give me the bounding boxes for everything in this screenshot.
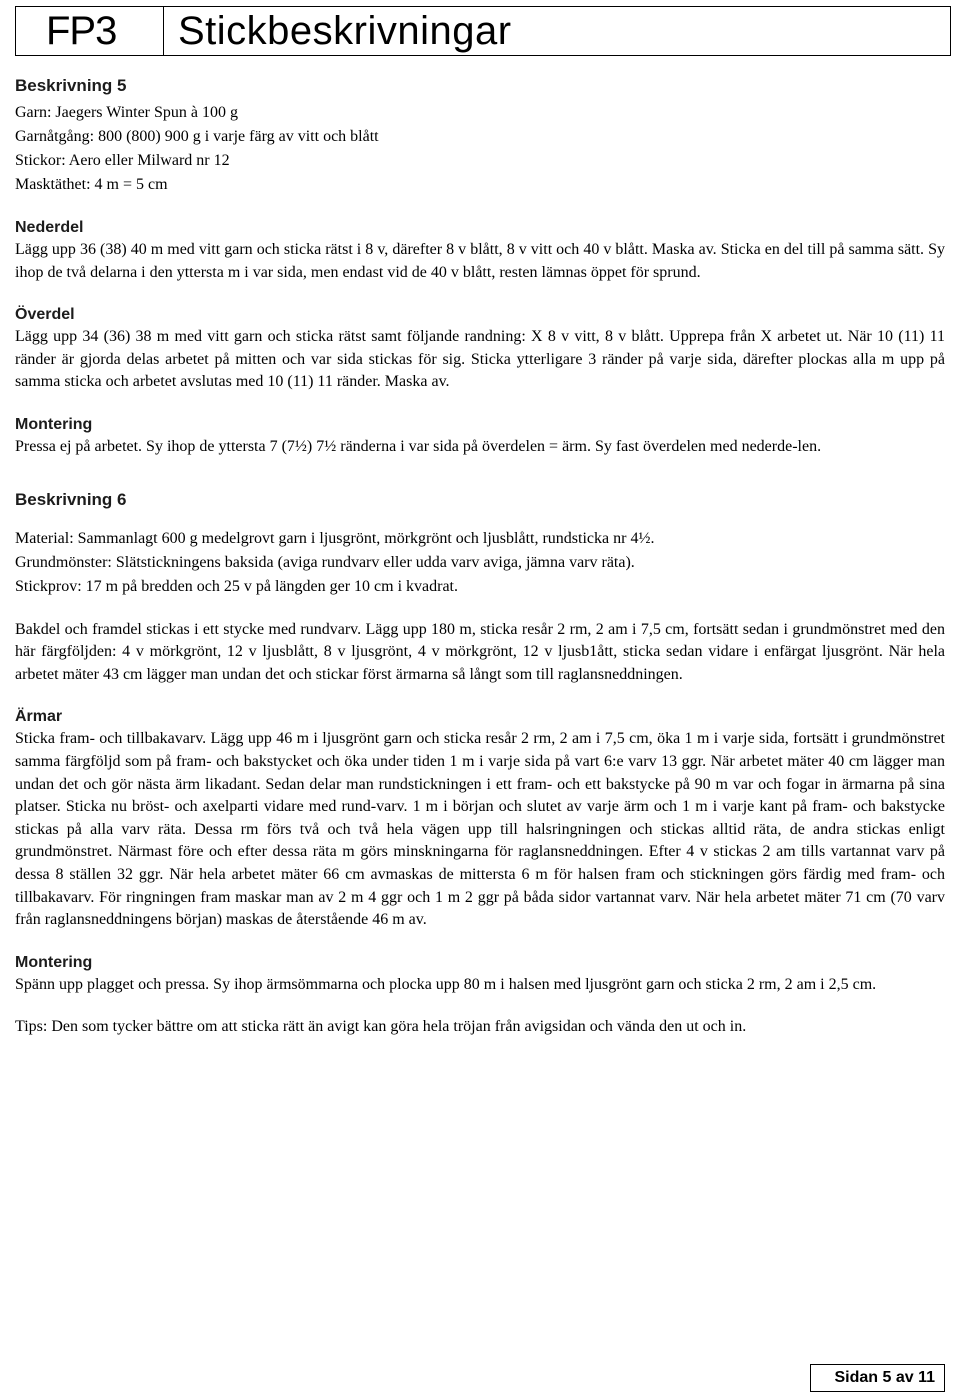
montering6-text: Spänn upp plagget och pressa. Sy ihop ärmsömmarna och plocka upp 80 m i halsen med ljusgrönt garn och sticka 2 rm, 2 am i 2,5 cm. <box>15 975 877 993</box>
spec-pattern: Grundmönster: Slätstickningens baksida (aviga rundvarv eller udda varv aviga, jämna varv räta). <box>15 553 635 571</box>
spec-yarn-amount: Garnåtgång: 800 (800) 900 g i varje färg av vitt och blått <box>15 128 379 145</box>
overdel-heading: Överdel <box>15 306 75 324</box>
spec-yarn: Garn: Jaegers Winter Spun à 100 g <box>15 104 239 121</box>
desc5-heading: Beskrivning 5 <box>15 76 127 95</box>
nederdel-text: Lägg upp 36 (38) 40 m med vitt garn och sticka rätst i 8 v, därefter 8 v blått, 8 v vitt och 40 v blått. Maska av. Sticka en del till på samma sätt. Sy ihop de två delarna i den yttersta m i var sida, men endast vid de 40 v blått, resten lämnas öppet för sprund. <box>15 241 945 281</box>
desc6-specs <box>15 527 945 599</box>
body-text: Bakdel och framdel stickas i ett stycke med rundvarv. Lägg upp 180 m, sticka resår 2 rm, 2 am i 7,5 cm, fortsätt sedan i grundmönstret med den här färgföljden: 4 v mörkgrönt, 12 v ljusblått, 8 v ljusgrönt, 4 v mörkgrönt, 12 v ljusb1ått, sticka sedan vidare i enfärgat ljusgrönt. När hela arbetet mäter 43 cm lägger man undan det och stickar först ärmarna så långt som till raglansneddningen. <box>15 620 945 683</box>
armar-text: Sticka fram- och tillbakavarv. Lägg upp 46 m i ljusgrönt garn och sticka resår 2 rm, 2 am i 7,5 cm, öka 1 m i varje sida, fortsätt i grundmönstret samma färgföljd som på fram- och bakstycket och öka under tiden 1 m i varje sida på vart 6:e varv 13 ggr. När arbetet mäter 40 cm lägger man undan det och gör nästa ärm likadant. Sedan delar man rundstickningen i ett fram- och ett bakstycke på 90 m var och fogar in ärmarna på sina platser. Sticka nu bröst- och axelparti vidare med rund-varv. 1 m i början och slutet av varje ärm och 1 m i varje kant på fram- och bakstycke stickas på alla varv räta. Dessa rm förs två och två hela vägen upp till halsringningen och stickas alltid räta, de andra stickas enligt grundmönstret. Närmast före och efter dessa räta m görs minskningarna för raglansneddningen. Efter 4 v stickas 2 am tills vartannat varv på dessa 8 ställen 32 ggr. När hela arbetet mäter 66 cm avmaskas de mittersta 6 m för halsen fram och stickningen görs färdig med fram- och tillbakavarv. För ringningen fram maskar man av 2 m 4 ggr och 1 m 2 ggr på båda sidor vartannat varv. När hela arbetet mäter 71 cm (70 varv från raglansneddningens början) maskas de återstående 46 m av. <box>15 730 945 929</box>
montering5-heading: Montering <box>15 415 93 433</box>
page-title: Stickbeskrivningar <box>178 9 512 53</box>
desc5-specs <box>15 101 945 197</box>
armar-heading: Ärmar <box>15 708 63 726</box>
spec-material: Material: Sammanlagt 600 g medelgrovt garn i ljusgrönt, mörkgrönt och ljusblått, rundsticka nr 4½. <box>15 529 655 547</box>
section-code: FP3 <box>16 7 164 55</box>
spec-swatch: Stickprov: 17 m på bredden och 25 v på längden ger 10 cm i kvadrat. <box>15 577 458 595</box>
spec-needles: Stickor: Aero eller Milward nr 12 <box>15 152 230 169</box>
desc6-heading: Beskrivning 6 <box>15 489 127 509</box>
spec-gauge: Masktäthet: 4 m = 5 cm <box>15 176 168 193</box>
nederdel-heading: Nederdel <box>15 219 84 236</box>
montering5-text: Pressa ej på arbetet. Sy ihop de yttersta 7 (7½) 7½ ränderna i var sida på överdelen = ärm. Sy fast överdelen med nederde-len. <box>15 437 822 455</box>
montering6-heading: Montering <box>15 953 93 971</box>
tips-text: Tips: Den som tycker bättre om att sticka rätt än avigt kan göra hela tröjan från avigsidan och vända den ut och in. <box>15 1018 747 1036</box>
overdel-text: Lägg upp 34 (36) 38 m med vitt garn och sticka rätst samt följande randning: X 8 v vitt, 8 v blått. Upprepa från X arbetet ut. När 10 (11) 11 ränder är gjorda delas arbetet på mitten och var sida stickas för sig. Sticka ytterligare 3 ränder på varje sida, därefter plockas alla m upp på samma sticka och arbetet avslutas med 10 (11) 11 ränder. Maska av. <box>15 328 945 391</box>
page-header <box>15 6 951 56</box>
page-number: Sidan 5 av 11 <box>810 1364 945 1392</box>
document-body <box>15 72 945 1039</box>
